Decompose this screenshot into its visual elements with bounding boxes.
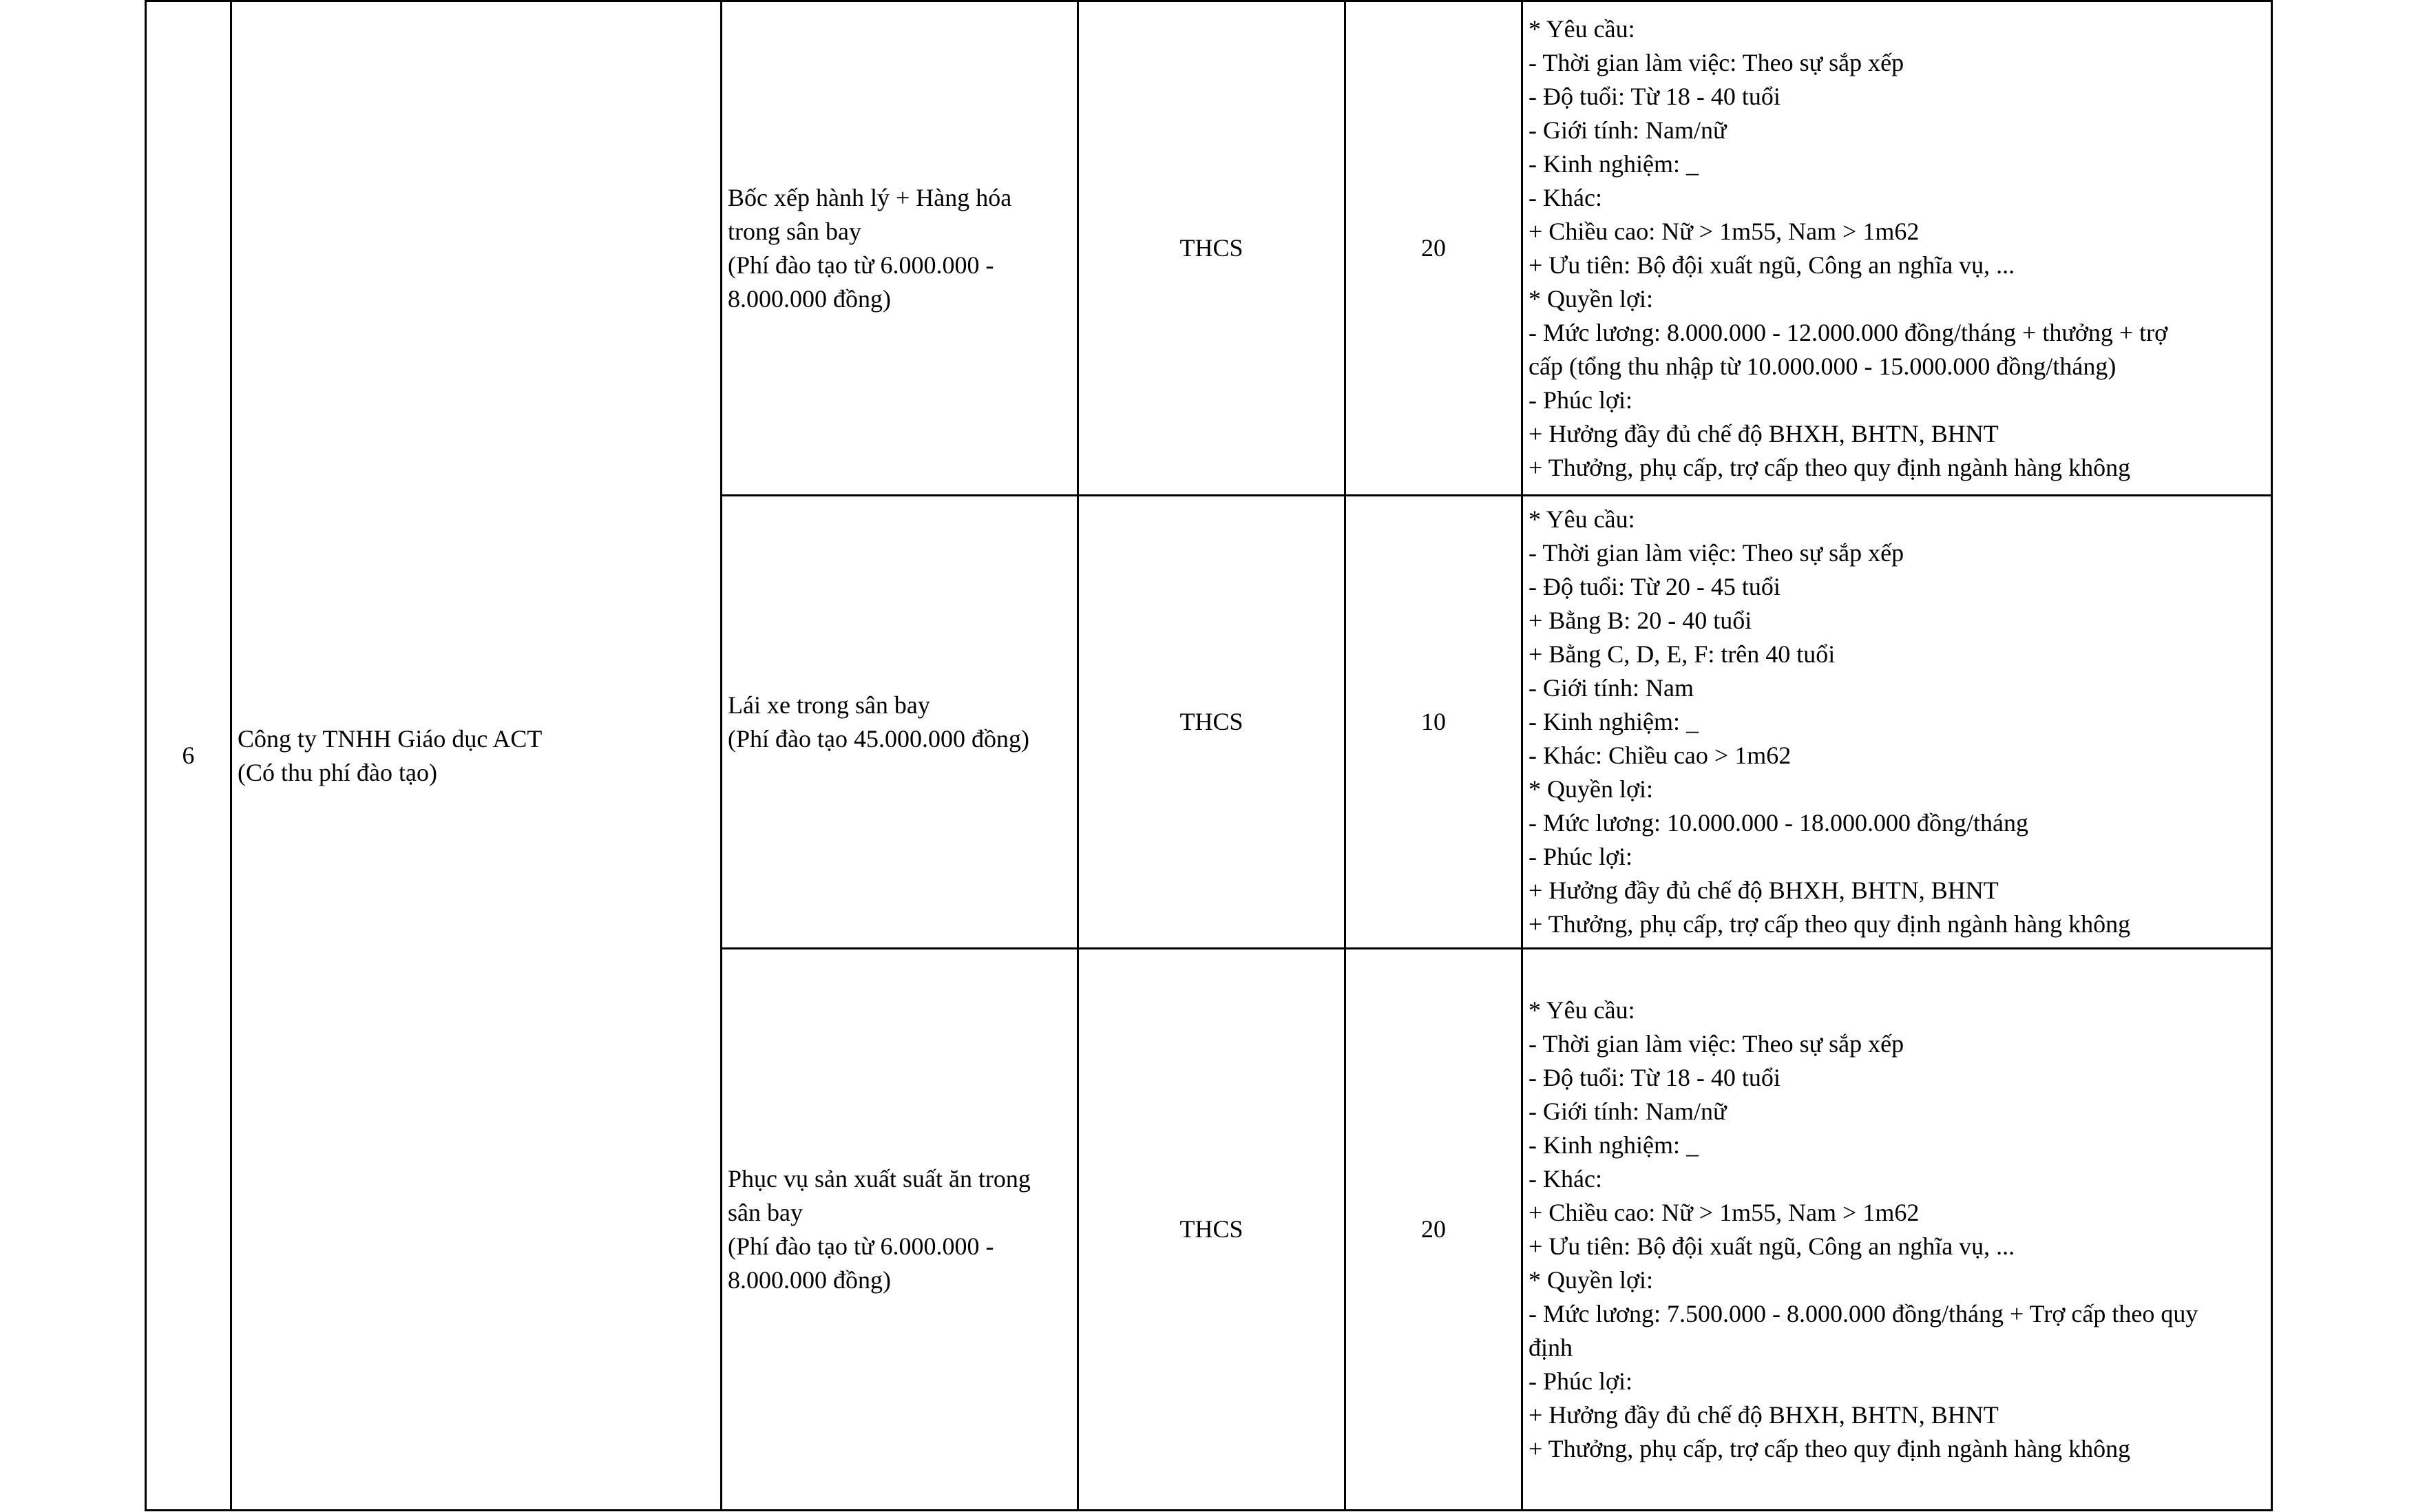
recruitment-table [145, 0, 2273, 1511]
details-cell: * Yêu cầu: - Thời gian làm việc: Theo sự sắp xếp - Độ tuổi: Từ 20 - 45 tuổi + Bằng B: 20 - 40 tuổi + Bằng C, D, E, F: trên 40 tuổi - Giới tính: Nam - Kinh nghiệm: _ - Khác: Chiều cao > 1m62 * Quyền lợi: - Mức lương: 10.000.000 - 18.000.000 đồng/tháng - Phúc lợi: + Hưởng đầy đủ chế độ BHXH, BHTN, BHNT + Thưởng, phụ cấp, trợ cấp theo quy định ngành hàng không [1522, 496, 2272, 949]
position-title-cell: Bốc xếp hành lý + Hàng hóa trong sân bay (Phí đào tạo từ 6.000.000 - 8.000.000 đồng) [722, 1, 1078, 496]
quantity-cell: 20 [1345, 949, 1522, 1511]
table-row [146, 1, 2272, 496]
details-cell: * Yêu cầu: - Thời gian làm việc: Theo sự sắp xếp - Độ tuổi: Từ 18 - 40 tuổi - Giới tính: Nam/nữ - Kinh nghiệm: _ - Khác: + Chiều cao: Nữ > 1m55, Nam > 1m62 + Ưu tiên: Bộ đội xuất ngũ, Công an nghĩa vụ, ... * Quyền lợi: - Mức lương: 8.000.000 - 12.000.000 đồng/tháng + thưởng + trợ cấp (tổng thu nhập từ 10.000.000 - 15.000.000 đồng/tháng) - Phúc lợi: + Hưởng đầy đủ chế độ BHXH, BHTN, BHNT + Thưởng, phụ cấp, trợ cấp theo quy định ngành hàng không [1522, 1, 2272, 496]
education-cell: THCS [1078, 1, 1345, 496]
education-cell: THCS [1078, 949, 1345, 1511]
recruitment-table-page [145, 0, 2271, 1512]
quantity-cell: 20 [1345, 1, 1522, 496]
quantity-cell: 10 [1345, 496, 1522, 949]
position-title-cell: Lái xe trong sân bay (Phí đào tạo 45.000.000 đồng) [722, 496, 1078, 949]
position-title-cell: Phục vụ sản xuất suất ăn trong sân bay (Phí đào tạo từ 6.000.000 - 8.000.000 đồng) [722, 949, 1078, 1511]
company-cell: Công ty TNHH Giáo dục ACT (Có thu phí đào tạo) [231, 1, 722, 1511]
stt-cell: 6 [146, 1, 231, 1511]
education-cell: THCS [1078, 496, 1345, 949]
details-cell: * Yêu cầu: - Thời gian làm việc: Theo sự sắp xếp - Độ tuổi: Từ 18 - 40 tuổi - Giới tính: Nam/nữ - Kinh nghiệm: _ - Khác: + Chiều cao: Nữ > 1m55, Nam > 1m62 + Ưu tiên: Bộ đội xuất ngũ, Công an nghĩa vụ, ... * Quyền lợi: - Mức lương: 7.500.000 - 8.000.000 đồng/tháng + Trợ cấp theo quy định - Phúc lợi: + Hưởng đầy đủ chế độ BHXH, BHTN, BHNT + Thưởng, phụ cấp, trợ cấp theo quy định ngành hàng không [1522, 949, 2272, 1511]
